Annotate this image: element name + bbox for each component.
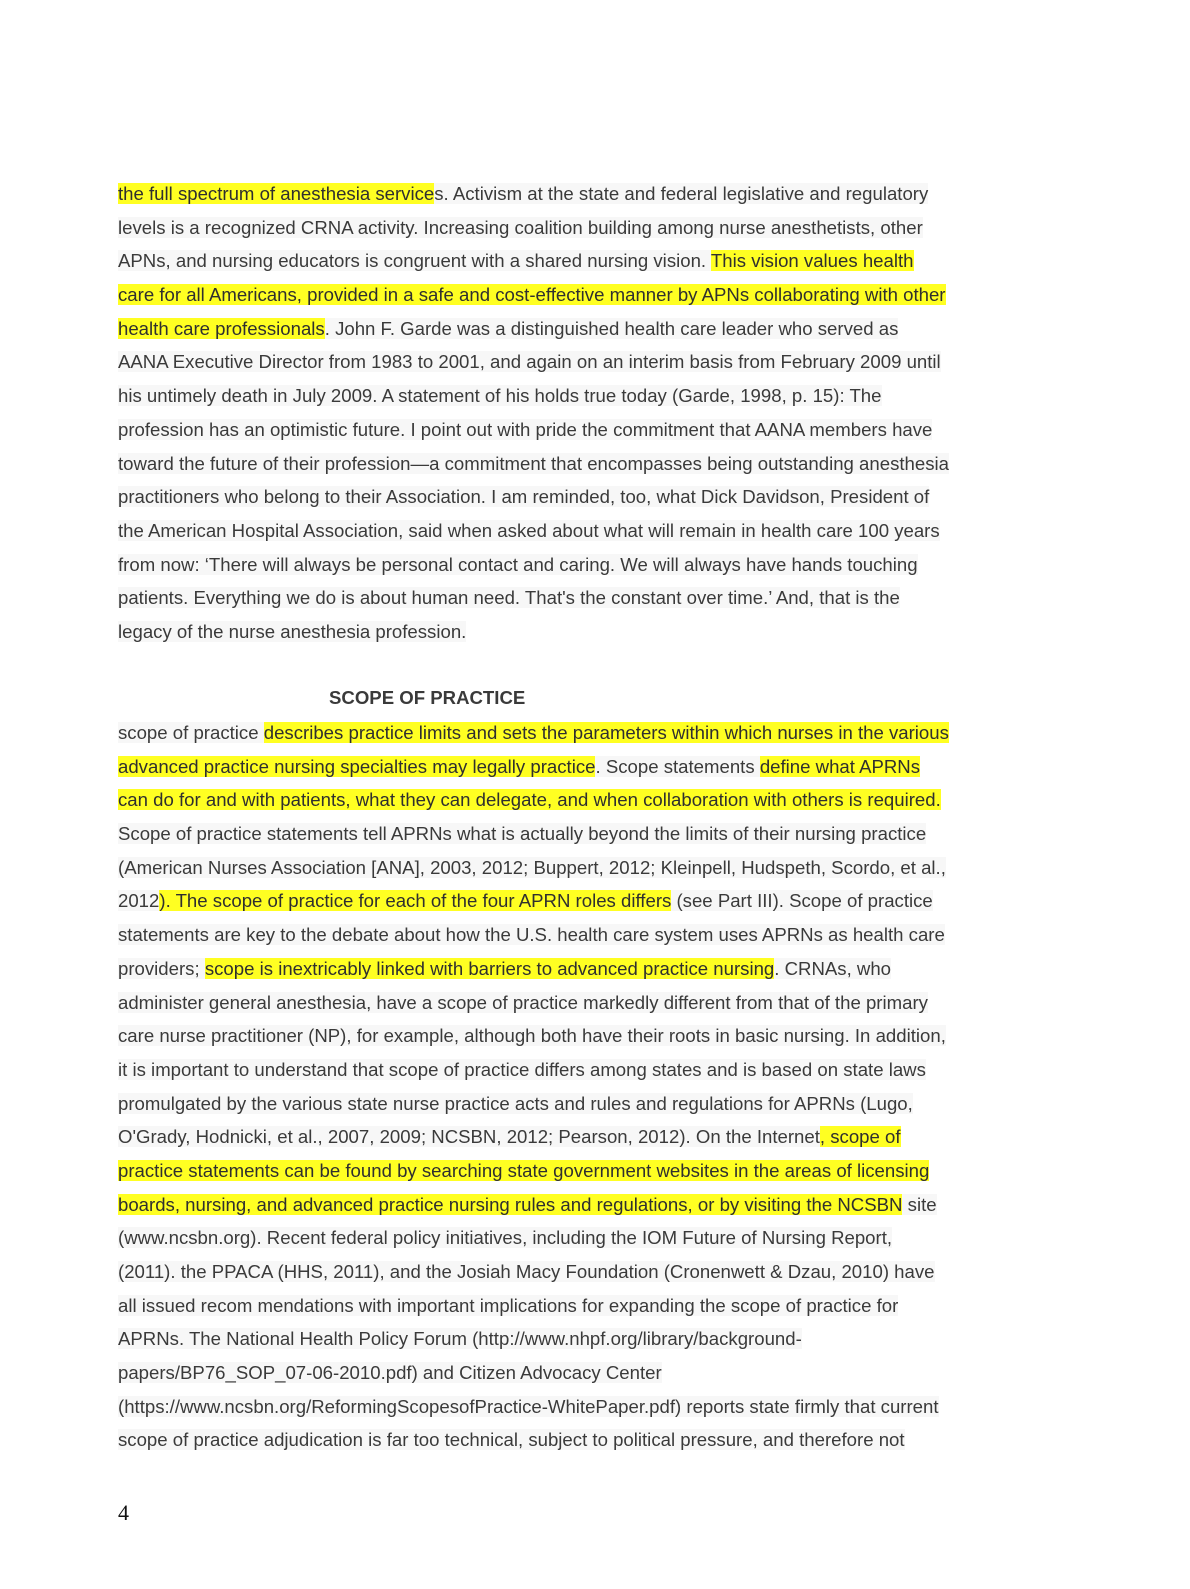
text-line: [118, 514, 1003, 548]
body-text: site: [902, 1193, 937, 1215]
body-text: providers;: [118, 957, 205, 979]
body-text: papers/BP76_SOP_07-06-2010.pdf) and Citizen Advocacy Center: [118, 1362, 662, 1384]
body-text: (www.ncsbn.org). Recent federal policy initiatives, including the IOM Future of Nursing Report,: [118, 1227, 893, 1249]
highlighted-text: boards, nursing, and advanced practice nursing rules and regulations, or by visiting the NCSBN: [118, 1193, 903, 1215]
highlighted-text: ). The scope of practice for each of the four APRN roles differs: [159, 890, 672, 912]
text-line: [118, 211, 1003, 245]
text-line: [118, 1221, 1003, 1255]
text-line: [118, 716, 1003, 750]
body-text: it is important to understand that scope of practice differs among states and is based on state laws: [118, 1058, 926, 1080]
body-text: toward the future of their profession—a commitment that encompasses being outstanding anesthesia: [118, 452, 949, 474]
body-text: . Scope statements: [595, 755, 760, 777]
text-line: [118, 447, 1003, 481]
body-text: scope of practice: [118, 722, 264, 743]
text-line: [118, 851, 1003, 885]
text-line: [118, 244, 1003, 278]
body-text: levels is a recognized CRNA activity. Increasing coalition building among nurse anesthetists, other: [118, 216, 923, 238]
highlighted-text: care for all Americans, provided in a safe and cost-effective manner by APNs collaborating with other: [118, 284, 946, 306]
text-line: [118, 1289, 1003, 1323]
text-line: [118, 1356, 1003, 1390]
text-line: [118, 615, 1003, 649]
body-text: the American Hospital Association, said when asked about what will remain in health care 100 years: [118, 519, 940, 541]
body-text: APNs, and nursing educators is congruent with a shared nursing vision.: [118, 250, 711, 272]
text-line: [118, 884, 1003, 918]
body-text: (American Nurses Association [ANA], 2003, 2012; Buppert, 2012; Kleinpell, Hudspeth, Scordo, et al.,: [118, 856, 946, 878]
highlighted-text: describes practice limits and sets the parameters within which nurses in the various: [263, 722, 949, 743]
page-number: 4: [118, 1500, 129, 1525]
highlighted-text: This vision values health: [710, 250, 914, 272]
text-line: [118, 312, 1003, 346]
body-text: patients. Everything we do is about human need. That's the constant over time.’ And, that is the: [118, 587, 900, 609]
text-line: [118, 278, 1003, 312]
body-text: practitioners who belong to their Association. I am reminded, too, what Dick Davidson, President of: [118, 486, 930, 508]
text-line: [118, 1019, 1003, 1053]
text-line: [118, 379, 1003, 413]
highlighted-text: advanced practice nursing specialties may legally practice: [118, 755, 596, 777]
body-text: (see Part III). Scope of practice: [671, 890, 933, 912]
text-line: [118, 1423, 1003, 1457]
text-line: [118, 952, 1003, 986]
text-line: [118, 750, 1003, 784]
body-text: (https://www.ncsbn.org/ReformingScopesofPractice-WhitePaper.pdf) reports state firmly that current: [118, 1395, 939, 1417]
paragraph-legacy: [118, 177, 1003, 649]
body-text: Scope of practice statements tell APRNs what is actually beyond the limits of their nursing practice: [118, 823, 927, 845]
body-text: . John F. Garde was a distinguished health care leader who served as: [324, 317, 899, 339]
body-text: (2011). the PPACA (HHS, 2011), and the Josiah Macy Foundation (Cronenwett & Dzau, 2010) have: [118, 1261, 935, 1282]
paragraph-scope-of-practice: [118, 716, 1003, 1457]
text-line: [118, 1053, 1003, 1087]
body-text: APRNs. The National Health Policy Forum (http://www.nhpf.org/library/background-: [118, 1328, 802, 1350]
text-line: [118, 1255, 1003, 1289]
body-text: statements are key to the debate about how the U.S. health care system uses APRNs as health care: [118, 924, 945, 946]
highlighted-text: health care professionals: [118, 317, 325, 339]
text-line: [118, 1390, 1003, 1424]
text-line: [118, 1322, 1003, 1356]
highlighted-text: , scope of: [819, 1126, 901, 1148]
body-text: profession has an optimistic future. I point out with pride the commitment that AANA members have: [118, 418, 933, 440]
text-line: [118, 1154, 1003, 1188]
text-line: [118, 177, 1003, 211]
body-text: scope of practice adjudication is far too technical, subject to political pressure, and therefore not: [118, 1429, 905, 1451]
body-text: s. Activism at the state and federal legislative and regulatory: [434, 183, 929, 204]
body-text: his untimely death in July 2009. A statement of his holds true today (Garde, 1998, p. 15): The: [118, 385, 882, 407]
highlighted-text: define what APRNs: [759, 755, 921, 777]
body-text: all issued recom mendations with important implications for expanding the scope of practice for: [118, 1294, 899, 1316]
body-text: 2012: [118, 890, 160, 912]
text-line: [118, 345, 1003, 379]
text-line: [118, 986, 1003, 1020]
body-text: AANA Executive Director from 1983 to 2001, and again on an interim basis from February 2009 until: [118, 351, 941, 373]
text-line: [118, 918, 1003, 952]
body-text: administer general anesthesia, have a scope of practice markedly different from that of the primary: [118, 991, 928, 1013]
highlighted-text: can do for and with patients, what they can delegate, and when collaboration with others is required.: [118, 789, 941, 811]
body-text: . CRNAs, who: [774, 957, 892, 979]
text-line: [118, 548, 1003, 582]
highlighted-text: scope is inextricably linked with barriers to advanced practice nursing: [204, 957, 775, 979]
highlighted-text: the full spectrum of anesthesia service: [118, 183, 435, 204]
text-line: [118, 783, 1003, 817]
text-line: [118, 1120, 1003, 1154]
highlighted-text: practice statements can be found by searching state government websites in the areas of licensing: [118, 1159, 930, 1181]
text-line: [118, 1087, 1003, 1121]
text-line: [118, 413, 1003, 447]
text-line: [118, 581, 1003, 615]
text-line: [118, 817, 1003, 851]
section-heading: SCOPE OF PRACTICE: [329, 687, 526, 708]
body-text: O'Grady, Hodnicki, et al., 2007, 2009; NCSBN, 2012; Pearson, 2012). On the Internet: [118, 1126, 820, 1148]
text-line: [118, 480, 1003, 514]
body-text: legacy of the nurse anesthesia profession.: [118, 620, 467, 642]
text-line: [118, 1188, 1003, 1222]
body-text: care nurse practitioner (NP), for example, although both have their roots in basic nursing. In addition,: [118, 1025, 946, 1047]
body-text: promulgated by the various state nurse practice acts and rules and regulations for APRNs (Lugo,: [118, 1092, 913, 1114]
body-text: from now: ‘There will always be personal contact and caring. We will always have hands touching: [118, 553, 918, 575]
